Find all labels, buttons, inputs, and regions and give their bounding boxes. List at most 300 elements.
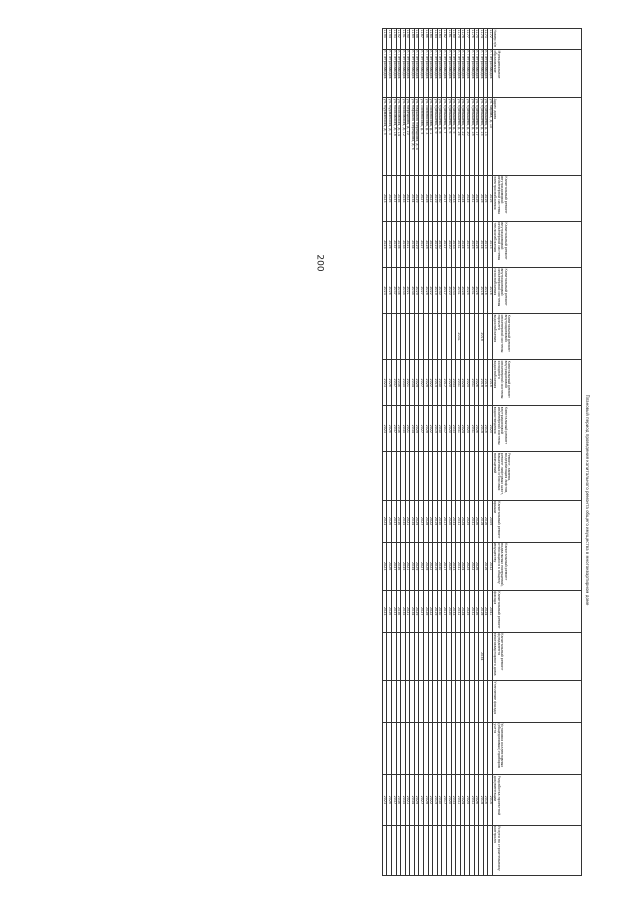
table-cell bbox=[387, 314, 392, 360]
table-cell bbox=[479, 542, 484, 590]
table-cell: 2034 bbox=[410, 221, 415, 267]
table-cell: 2023 bbox=[382, 175, 387, 221]
table-row bbox=[474, 29, 479, 876]
table-cell bbox=[382, 722, 387, 774]
table-row bbox=[465, 29, 470, 876]
table-cell: 2031 bbox=[456, 314, 461, 360]
table-cell bbox=[488, 825, 493, 875]
table-cell: 2016 bbox=[483, 406, 488, 452]
column-header: Услуги по строительному контролю bbox=[493, 825, 582, 875]
table-cell bbox=[483, 632, 488, 680]
table-cell bbox=[401, 825, 406, 875]
table-cell: 2035 bbox=[401, 775, 406, 825]
table-cell bbox=[419, 722, 424, 774]
table-cell: 2028 bbox=[424, 360, 429, 406]
table-cell bbox=[433, 452, 438, 500]
table-cell: 2022 bbox=[428, 360, 433, 406]
table-cell bbox=[437, 680, 442, 722]
table-cell bbox=[447, 632, 452, 680]
table-cell: ул. Куйбышева, д. 13 bbox=[483, 98, 488, 176]
table-cell bbox=[433, 722, 438, 774]
table-cell bbox=[465, 452, 470, 500]
table-cell: 2019 bbox=[433, 775, 438, 825]
table-cell: 2034 bbox=[410, 542, 415, 590]
table-cell: 2022 bbox=[428, 500, 433, 542]
table-cell: 2034 bbox=[410, 267, 415, 313]
table-cell: 2036 bbox=[396, 406, 401, 452]
table-cell: 1181 bbox=[447, 29, 452, 50]
table-cell: 2026 bbox=[474, 775, 479, 825]
table-cell: 2021 bbox=[405, 542, 410, 590]
table-cell: 1194 bbox=[387, 29, 392, 50]
table-cell bbox=[483, 722, 488, 774]
table-cell bbox=[424, 452, 429, 500]
table-cell: 2019 bbox=[433, 221, 438, 267]
table-cell: 2020 bbox=[447, 221, 452, 267]
table-cell: ул. Куйбышева, д. 8 bbox=[437, 98, 442, 176]
table-cell: ул. Куйбышева, д. 15 bbox=[479, 98, 484, 176]
table-cell bbox=[479, 680, 484, 722]
table-cell: 2024 bbox=[460, 175, 465, 221]
table-cell: 2041 bbox=[488, 590, 493, 632]
table-row bbox=[442, 29, 447, 876]
table-cell: 2016 bbox=[483, 360, 488, 406]
table-cell bbox=[479, 452, 484, 500]
table-cell: 2030 bbox=[437, 406, 442, 452]
table-cell: 2016 bbox=[488, 267, 493, 313]
table-cell: 1186 bbox=[424, 29, 429, 50]
table-cell: 2018 bbox=[479, 360, 484, 406]
table-cell: 2026 bbox=[387, 175, 392, 221]
table-cell: 1179 bbox=[456, 29, 461, 50]
table-cell bbox=[437, 825, 442, 875]
table-cell: 2018 bbox=[479, 500, 484, 542]
table-cell: 2025 bbox=[465, 775, 470, 825]
table-cell: 1193 bbox=[391, 29, 396, 50]
table-cell: 2026 bbox=[474, 500, 479, 542]
table-row bbox=[401, 29, 406, 876]
table-cell: 2018 bbox=[479, 267, 484, 313]
table-cell: 2017 bbox=[442, 360, 447, 406]
table-cell: 2022 bbox=[428, 221, 433, 267]
table-cell: 2036 bbox=[396, 775, 401, 825]
table-cell bbox=[401, 314, 406, 360]
table-cell: 2036 bbox=[396, 175, 401, 221]
table-cell: ул. Ломоносова, д. 3 bbox=[424, 98, 429, 176]
table-cell: 2026 bbox=[474, 406, 479, 452]
table-cell: ул. Куйбышева, д. 7 bbox=[442, 98, 447, 176]
table-row bbox=[405, 29, 410, 876]
table-cell bbox=[396, 632, 401, 680]
table-cell: 2034 bbox=[410, 775, 415, 825]
table-cell: 2037 bbox=[391, 267, 396, 313]
table-cell bbox=[396, 722, 401, 774]
table-cell: 2030 bbox=[437, 267, 442, 313]
table-cell: 1177 bbox=[465, 29, 470, 50]
table-cell bbox=[428, 722, 433, 774]
table-cell: 2016 bbox=[483, 175, 488, 221]
table-cell: г. Петрозаводск bbox=[382, 49, 387, 97]
table-cell: ул. Ломоносова, д. 1 bbox=[428, 98, 433, 176]
table-cell: 2025 bbox=[465, 267, 470, 313]
table-cell: 2017 bbox=[442, 542, 447, 590]
table-cell: 2030 bbox=[437, 775, 442, 825]
table-cell: г. Петрозаводск bbox=[488, 49, 493, 97]
table-cell: 2027 bbox=[419, 406, 424, 452]
table-cell: 2030 bbox=[437, 221, 442, 267]
table-cell: 2024 bbox=[460, 360, 465, 406]
table-cell: 2027 bbox=[419, 500, 424, 542]
table-cell: ул. Московская, д. 12 bbox=[401, 98, 406, 176]
table-cell bbox=[428, 632, 433, 680]
table-cell: 2025 bbox=[465, 500, 470, 542]
table-cell: 2027 bbox=[419, 221, 424, 267]
table-cell: ул. Куйбышева, д. 17 bbox=[474, 98, 479, 176]
table-cell: 1175 bbox=[474, 29, 479, 50]
table-cell: 2035 bbox=[401, 175, 406, 221]
table-cell: г. Петрозаводск bbox=[414, 49, 419, 97]
table-cell bbox=[387, 825, 392, 875]
table-cell: 2034 bbox=[410, 590, 415, 632]
table-cell bbox=[474, 632, 479, 680]
table-cell bbox=[391, 632, 396, 680]
table-cell: 2028 bbox=[424, 542, 429, 590]
table-cell: 2028 bbox=[424, 775, 429, 825]
table-cell: 2021 bbox=[405, 406, 410, 452]
table-cell: 2025 bbox=[465, 175, 470, 221]
table-cell: 2031 bbox=[456, 267, 461, 313]
table-cell bbox=[405, 680, 410, 722]
table-cell: ул. Мерецкова, д. 10 bbox=[405, 98, 410, 176]
table-cell bbox=[488, 680, 493, 722]
table-cell: 1191 bbox=[401, 29, 406, 50]
table-cell: г. Петрозаводск bbox=[474, 49, 479, 97]
table-cell bbox=[391, 452, 396, 500]
table-cell: 1182 bbox=[442, 29, 447, 50]
table-cell bbox=[437, 452, 442, 500]
table-cell: 2035 bbox=[401, 406, 406, 452]
table-cell bbox=[437, 632, 442, 680]
table-cell bbox=[419, 825, 424, 875]
table-cell: 2018 bbox=[479, 406, 484, 452]
page-number: 200 bbox=[314, 254, 325, 272]
table-cell: 2022 bbox=[428, 406, 433, 452]
table-cell: 2034 bbox=[479, 632, 484, 680]
table-cell: 2016 bbox=[483, 267, 488, 313]
table-cell: ул. Куйбышева, д. 5 bbox=[451, 98, 456, 176]
table-cell: 2031 bbox=[456, 406, 461, 452]
table-cell bbox=[465, 680, 470, 722]
table-title: Плановый период проведения капитального ремонта общего имущества в многоквартирном доме bbox=[585, 394, 590, 606]
table-cell: г. Петрозаводск bbox=[410, 49, 415, 97]
table-cell: 2019 bbox=[433, 500, 438, 542]
table-cell bbox=[396, 452, 401, 500]
table-cell bbox=[465, 632, 470, 680]
table-cell bbox=[405, 722, 410, 774]
table-cell bbox=[419, 632, 424, 680]
table-cell bbox=[428, 314, 433, 360]
table-cell bbox=[405, 632, 410, 680]
column-header: Муниципальное образование bbox=[493, 49, 582, 97]
table-cell: 2021 bbox=[405, 175, 410, 221]
table-row bbox=[483, 29, 488, 876]
table-cell bbox=[460, 825, 465, 875]
table-cell bbox=[442, 632, 447, 680]
table-row bbox=[410, 29, 415, 876]
table-cell bbox=[479, 825, 484, 875]
table-cell: 2029 bbox=[414, 500, 419, 542]
table-row bbox=[488, 29, 493, 876]
table-cell: 2016 bbox=[483, 500, 488, 542]
table-cell bbox=[470, 632, 475, 680]
table-cell bbox=[451, 632, 456, 680]
table-cell bbox=[382, 825, 387, 875]
table-cell: 2019 bbox=[433, 175, 438, 221]
table-cell: 2031 bbox=[456, 542, 461, 590]
table-cell bbox=[465, 314, 470, 360]
table-cell: 2034 bbox=[410, 406, 415, 452]
table-cell: 2018 bbox=[479, 775, 484, 825]
table-cell bbox=[410, 452, 415, 500]
table-cell bbox=[401, 452, 406, 500]
table-cell: 2026 bbox=[387, 267, 392, 313]
table-cell: 2036 bbox=[396, 590, 401, 632]
table-cell: 2031 bbox=[470, 267, 475, 313]
table-cell: 2017 bbox=[442, 500, 447, 542]
table-cell: 2023 bbox=[382, 221, 387, 267]
table-cell bbox=[428, 452, 433, 500]
table-cell: 2023 bbox=[382, 500, 387, 542]
table-cell: 2020 bbox=[447, 406, 452, 452]
table-body bbox=[382, 29, 492, 876]
table-cell: 2024 bbox=[460, 221, 465, 267]
table-cell: 2020 bbox=[447, 175, 452, 221]
table-cell bbox=[483, 314, 488, 360]
table-cell bbox=[470, 680, 475, 722]
table-cell: 2020 bbox=[447, 500, 452, 542]
table-cell bbox=[410, 722, 415, 774]
table-cell bbox=[460, 632, 465, 680]
table-cell: 2027 bbox=[419, 590, 424, 632]
table-cell bbox=[442, 825, 447, 875]
table-cell: 2026 bbox=[387, 500, 392, 542]
table-cell: г. Петрозаводск bbox=[396, 49, 401, 97]
table-cell: 2031 bbox=[470, 590, 475, 632]
table-cell: 2029 bbox=[414, 542, 419, 590]
table-cell: г. Петрозаводск bbox=[479, 49, 484, 97]
table-cell bbox=[396, 314, 401, 360]
table-cell: 2028 bbox=[424, 175, 429, 221]
table-cell bbox=[488, 632, 493, 680]
table-cell: 2014 bbox=[479, 221, 484, 267]
table-cell: 2016 bbox=[483, 542, 488, 590]
table-cell bbox=[442, 314, 447, 360]
table-cell: 2037 bbox=[391, 590, 396, 632]
table-cell: 2022 bbox=[428, 175, 433, 221]
table-cell: 2033 bbox=[451, 221, 456, 267]
table-cell bbox=[488, 722, 493, 774]
table-cell: 2037 bbox=[391, 175, 396, 221]
table-cell bbox=[470, 722, 475, 774]
table-row bbox=[460, 29, 465, 876]
table-cell bbox=[474, 825, 479, 875]
table-cell: 2033 bbox=[451, 775, 456, 825]
table-cell: 2015 bbox=[483, 221, 488, 267]
table-cell bbox=[456, 825, 461, 875]
table-cell bbox=[391, 314, 396, 360]
column-header: Капитальный ремонт внутридомовой инженерной системы водоотведения bbox=[493, 406, 582, 452]
table-cell: 2033 bbox=[451, 542, 456, 590]
table-cell: 1173 bbox=[483, 29, 488, 50]
table-cell: 2019 bbox=[433, 590, 438, 632]
table-cell: 2026 bbox=[474, 267, 479, 313]
table-cell: 2037 bbox=[391, 775, 396, 825]
table-cell bbox=[474, 452, 479, 500]
table-cell: ул. Куйбышева, д. 18 bbox=[470, 98, 475, 176]
table-cell: 2036 bbox=[396, 221, 401, 267]
table-cell bbox=[433, 632, 438, 680]
table-cell: 2025 bbox=[470, 221, 475, 267]
table-cell: 2024 bbox=[460, 590, 465, 632]
table-cell: 2031 bbox=[470, 360, 475, 406]
table-cell: 2028 bbox=[424, 267, 429, 313]
table-cell: 2031 bbox=[470, 500, 475, 542]
table-row bbox=[391, 29, 396, 876]
table-cell bbox=[419, 452, 424, 500]
table-cell: 2023 bbox=[382, 406, 387, 452]
table-cell: 2033 bbox=[451, 500, 456, 542]
table-cell: 1180 bbox=[451, 29, 456, 50]
table-cell: 2035 bbox=[401, 221, 406, 267]
table-cell: 2021 bbox=[405, 360, 410, 406]
table-cell: 2025 bbox=[465, 360, 470, 406]
table-cell: 2031 bbox=[456, 590, 461, 632]
table-cell: 2037 bbox=[391, 360, 396, 406]
table-cell: 1178 bbox=[460, 29, 465, 50]
table-cell: ул. Мурманская, д. 3 bbox=[387, 98, 392, 176]
table-cell: 2033 bbox=[451, 406, 456, 452]
table-cell bbox=[382, 680, 387, 722]
table-row bbox=[456, 29, 461, 876]
table-cell bbox=[424, 314, 429, 360]
table-row bbox=[479, 29, 484, 876]
table-cell: 2028 bbox=[424, 221, 429, 267]
table-cell: 2017 bbox=[442, 175, 447, 221]
column-header: Установка коллективных (общедомовых) приборов учета bbox=[493, 722, 582, 774]
repair-schedule-table bbox=[382, 28, 582, 876]
table-cell bbox=[424, 632, 429, 680]
table-cell: 2020 bbox=[447, 360, 452, 406]
table-cell bbox=[460, 680, 465, 722]
table-row bbox=[382, 29, 387, 876]
table-cell: 2021 bbox=[405, 267, 410, 313]
table-cell: ул. Московская, д. 16 bbox=[391, 98, 396, 176]
table-cell: ул. Мурманская, д. 5 bbox=[382, 98, 387, 176]
table-cell: 2029 bbox=[414, 175, 419, 221]
header-row bbox=[493, 29, 582, 876]
table-cell: 2034 bbox=[410, 175, 415, 221]
table-cell bbox=[419, 314, 424, 360]
table-cell: 2037 bbox=[391, 221, 396, 267]
table-cell: 2026 bbox=[474, 175, 479, 221]
table-cell: 1188 bbox=[414, 29, 419, 50]
table-cell: 2028 bbox=[424, 406, 429, 452]
table-cell: 2025 bbox=[465, 221, 470, 267]
table-cell: 2035 bbox=[401, 542, 406, 590]
table-row bbox=[428, 29, 433, 876]
table-cell: 2024 bbox=[460, 406, 465, 452]
table-cell: ул. Маршала Мерецкова, д. 6 bbox=[410, 98, 415, 176]
table-cell bbox=[410, 680, 415, 722]
table-cell bbox=[414, 825, 419, 875]
table-cell bbox=[488, 452, 493, 500]
table-cell: г. Петрозаводск bbox=[460, 49, 465, 97]
table-cell: 2035 bbox=[401, 500, 406, 542]
table-cell: г. Петрозаводск bbox=[391, 49, 396, 97]
table-cell bbox=[437, 314, 442, 360]
table-cell: 1172 bbox=[488, 29, 493, 50]
table-row bbox=[396, 29, 401, 876]
table-cell: 2030 bbox=[437, 590, 442, 632]
table-cell: 2031 bbox=[470, 175, 475, 221]
table-cell: г. Петрозаводск bbox=[447, 49, 452, 97]
table-cell bbox=[382, 452, 387, 500]
table-cell: 2026 bbox=[474, 542, 479, 590]
table-cell: ул. Куйбышева, д. 26 bbox=[456, 98, 461, 176]
table-cell bbox=[447, 452, 452, 500]
table-cell bbox=[428, 825, 433, 875]
table-cell: 2024 bbox=[460, 500, 465, 542]
column-header: Номер п/п bbox=[493, 29, 582, 50]
table-cell: ул. Куйбышева, д. 6 bbox=[447, 98, 452, 176]
table-cell: 2030 bbox=[437, 500, 442, 542]
table-cell: г. Петрозаводск bbox=[419, 49, 424, 97]
column-header: Адрес дома bbox=[493, 98, 582, 176]
table-cell: 2031 bbox=[470, 775, 475, 825]
table-cell: 2033 bbox=[451, 590, 456, 632]
table-cell bbox=[479, 722, 484, 774]
table-cell: 1176 bbox=[470, 29, 475, 50]
table-cell: 2029 bbox=[414, 775, 419, 825]
table-cell: 2027 bbox=[419, 542, 424, 590]
column-header: Капитальный ремонт внутридомовой инженерной системы электроснабжения bbox=[493, 175, 582, 221]
table-cell: 2031 bbox=[456, 775, 461, 825]
table-cell bbox=[483, 825, 488, 875]
table-cell: г. Петрозаводск bbox=[470, 49, 475, 97]
table-cell: 2028 bbox=[424, 590, 429, 632]
table-cell bbox=[451, 452, 456, 500]
table-cell: г. Петрозаводск bbox=[483, 49, 488, 97]
table-cell: 2023 bbox=[382, 775, 387, 825]
table-cell bbox=[382, 632, 387, 680]
table-cell: 2021 bbox=[405, 500, 410, 542]
column-header: Утепление фасада bbox=[493, 680, 582, 722]
table-cell: 2037 bbox=[391, 406, 396, 452]
table-cell bbox=[410, 825, 415, 875]
table-cell: 2031 bbox=[456, 221, 461, 267]
table-row bbox=[451, 29, 456, 876]
table-cell bbox=[405, 825, 410, 875]
column-header: Капитальный ремонт подвальных помещений, относящихся к общему имуществу bbox=[493, 542, 582, 590]
table-cell: 2036 bbox=[396, 360, 401, 406]
table-row bbox=[470, 29, 475, 876]
column-header: Разработка проектной документации bbox=[493, 775, 582, 825]
table-cell bbox=[474, 722, 479, 774]
table-cell: 2019 bbox=[433, 267, 438, 313]
table-cell bbox=[442, 722, 447, 774]
table-cell: г. Петрозаводск bbox=[433, 49, 438, 97]
table-cell bbox=[410, 314, 415, 360]
